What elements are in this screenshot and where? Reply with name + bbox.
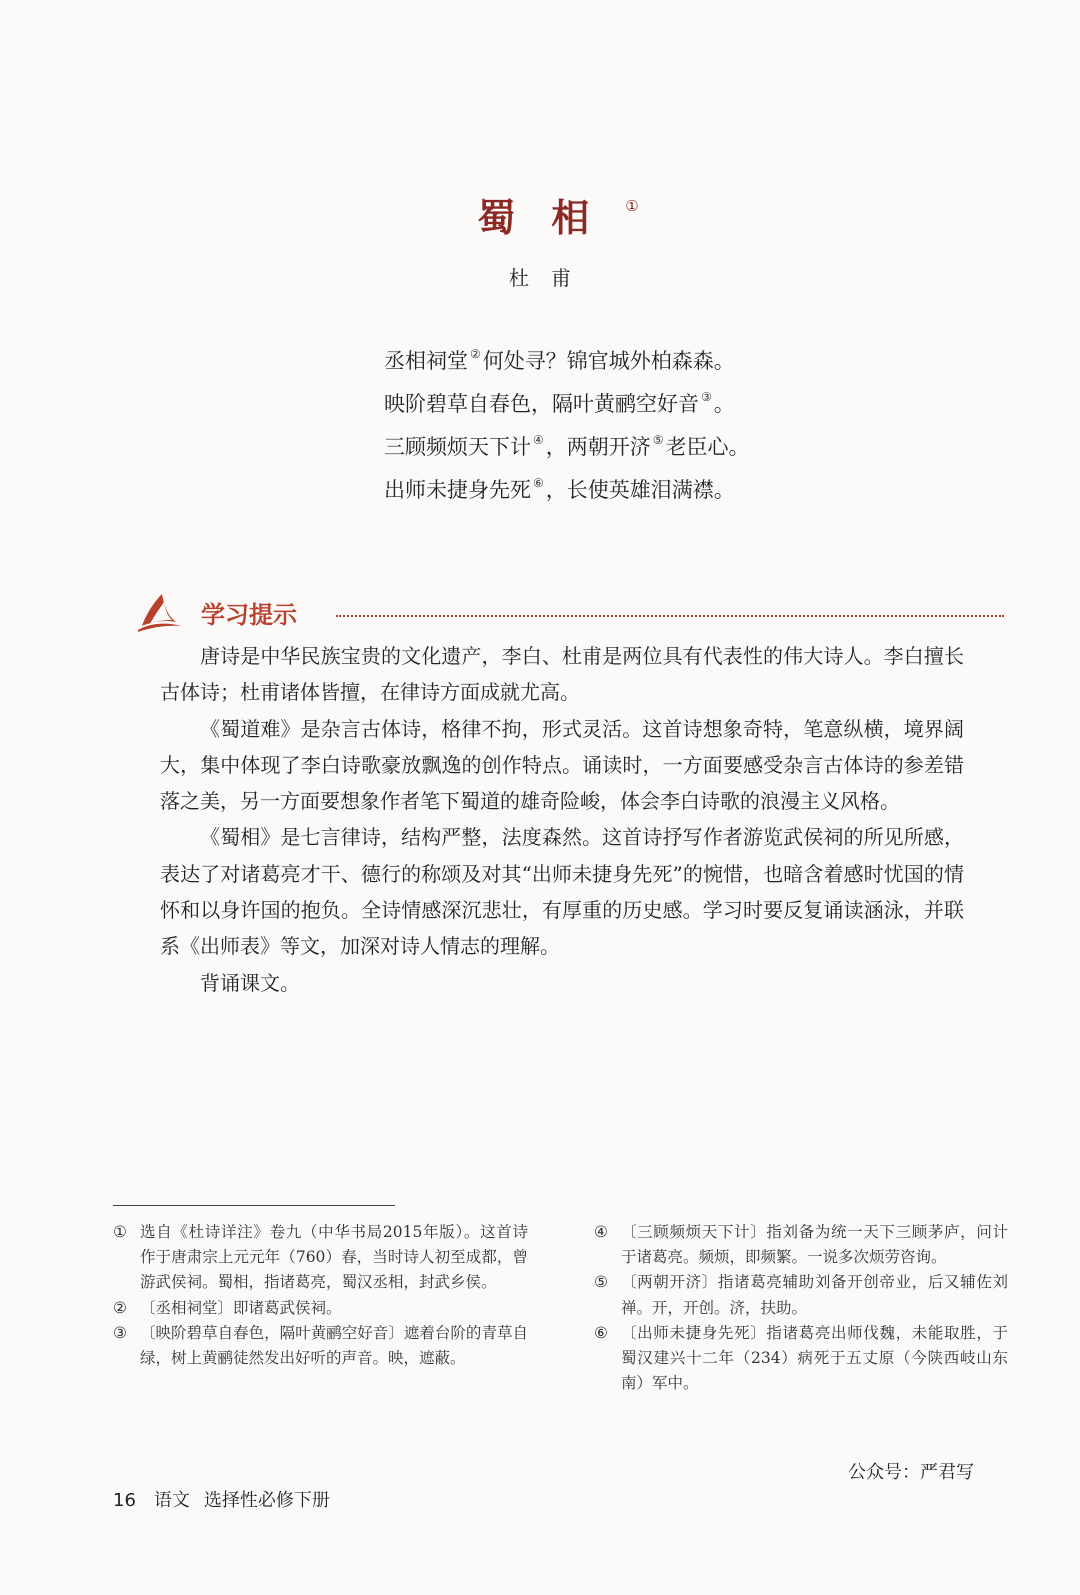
poem-body [384,336,750,508]
title-note-ref: ① [625,197,639,215]
page-number: 16 [113,1490,136,1511]
footnotes-right [594,1220,1008,1396]
study-tips-title: 学习提示 [201,601,297,629]
footnote: ① 选自《杜诗详注》卷九（中华书局2015年版）。这首诗作于唐肃宗上元元年（760）春，当时诗人初至成都，曾游武侯祠。蜀相，指诸葛亮，蜀汉丞相，封武乡侯。 [113,1223,528,1292]
poem-author: 杜甫 [509,266,593,290]
footnotes-left [113,1220,528,1371]
book-name: 语文 [153,1490,190,1511]
footnote: ② 〔丞相祠堂〕即诸葛武侯祠。 [113,1298,342,1317]
footnote: ⑥ 〔出师未捷身先死〕指诸葛亮出师伐魏，未能取胜，于蜀汉建兴十二年（234）病死于五丈原（今陕西岐山东南）军中。 [594,1323,1008,1393]
poem-line: 丞相祠堂 ②何处寻？锦官城外柏森森。 [384,347,735,373]
study-tips-body [160,638,964,1001]
footnote-divider [113,1205,395,1206]
tips-paragraph: 背诵课文。 [200,970,300,995]
tips-paragraph: 唐诗是中华民族宝贵的文化遗产，李白、杜甫是两位具有代表性的伟大诗人。李白擅长古体诗；杜甫诸体皆擅，在律诗方面成就尤高。 [160,644,964,705]
footnote: ⑤ 〔两朝开济〕指诸葛亮辅助刘备开创帝业，后又辅佐刘禅。开，开创。济，扶助。 [594,1273,1008,1317]
tips-paragraph: 《蜀相》是七言律诗，结构严整，法度森然。这首诗抒写作者游览武侯祠的所见所感，表达了对诸葛亮才干、德行的称颂及对其“出师未捷身先死”的惋惜，也暗含着感时忧国的情怀和以身许国的抱负。全诗情感深沉悲壮，有厚重的历史感。学习时要反复诵读涵泳，并联系《出师表》等文，加深对诗人情志的理解。 [160,825,964,959]
tips-paragraph: 《蜀道难》是杂言古体诗，格律不拘，形式灵活。这首诗想象奇特，笔意纵横，境界阔大，集中体现了李白诗歌豪放飘逸的创作特点。诵读时，一方面要感受杂言古体诗的参差错落之美，另一方面要想象作者笔下蜀道的雄奇险峻，体会李白诗歌的浪漫主义风格。 [160,716,964,814]
page-footer [113,1486,330,1512]
volume-name: 选择性必修下册 [203,1490,330,1511]
poem-line: 三顾频烦天下计 ④，两朝开济 ⑤老臣心。 [384,433,750,459]
footnote: ③ 〔映阶碧草自春色，隔叶黄鹂空好音〕遮着台阶的青草自绿，树上黄鹂徒然发出好听的声音。映，遮蔽。 [113,1323,528,1368]
poem-title-text: 蜀相 [477,195,626,240]
watermark-text: 公众号：严君写 [848,1462,974,1483]
poem-line: 出师未捷身先死 ⑥，长使英雄泪满襟。 [384,476,735,502]
study-tips-header [136,590,1004,634]
dotted-divider [336,615,1004,617]
poem-line: 映阶碧草自春色，隔叶黄鹂空好音 ③。 [384,390,735,416]
poem-title [0,182,1080,242]
study-tips-icon [136,590,184,634]
footnote: ④ 〔三顾频烦天下计〕指刘备为统一天下三顾茅庐，问计于诸葛亮。频烦，即频繁。一说多次烦劳咨询。 [594,1223,1008,1267]
